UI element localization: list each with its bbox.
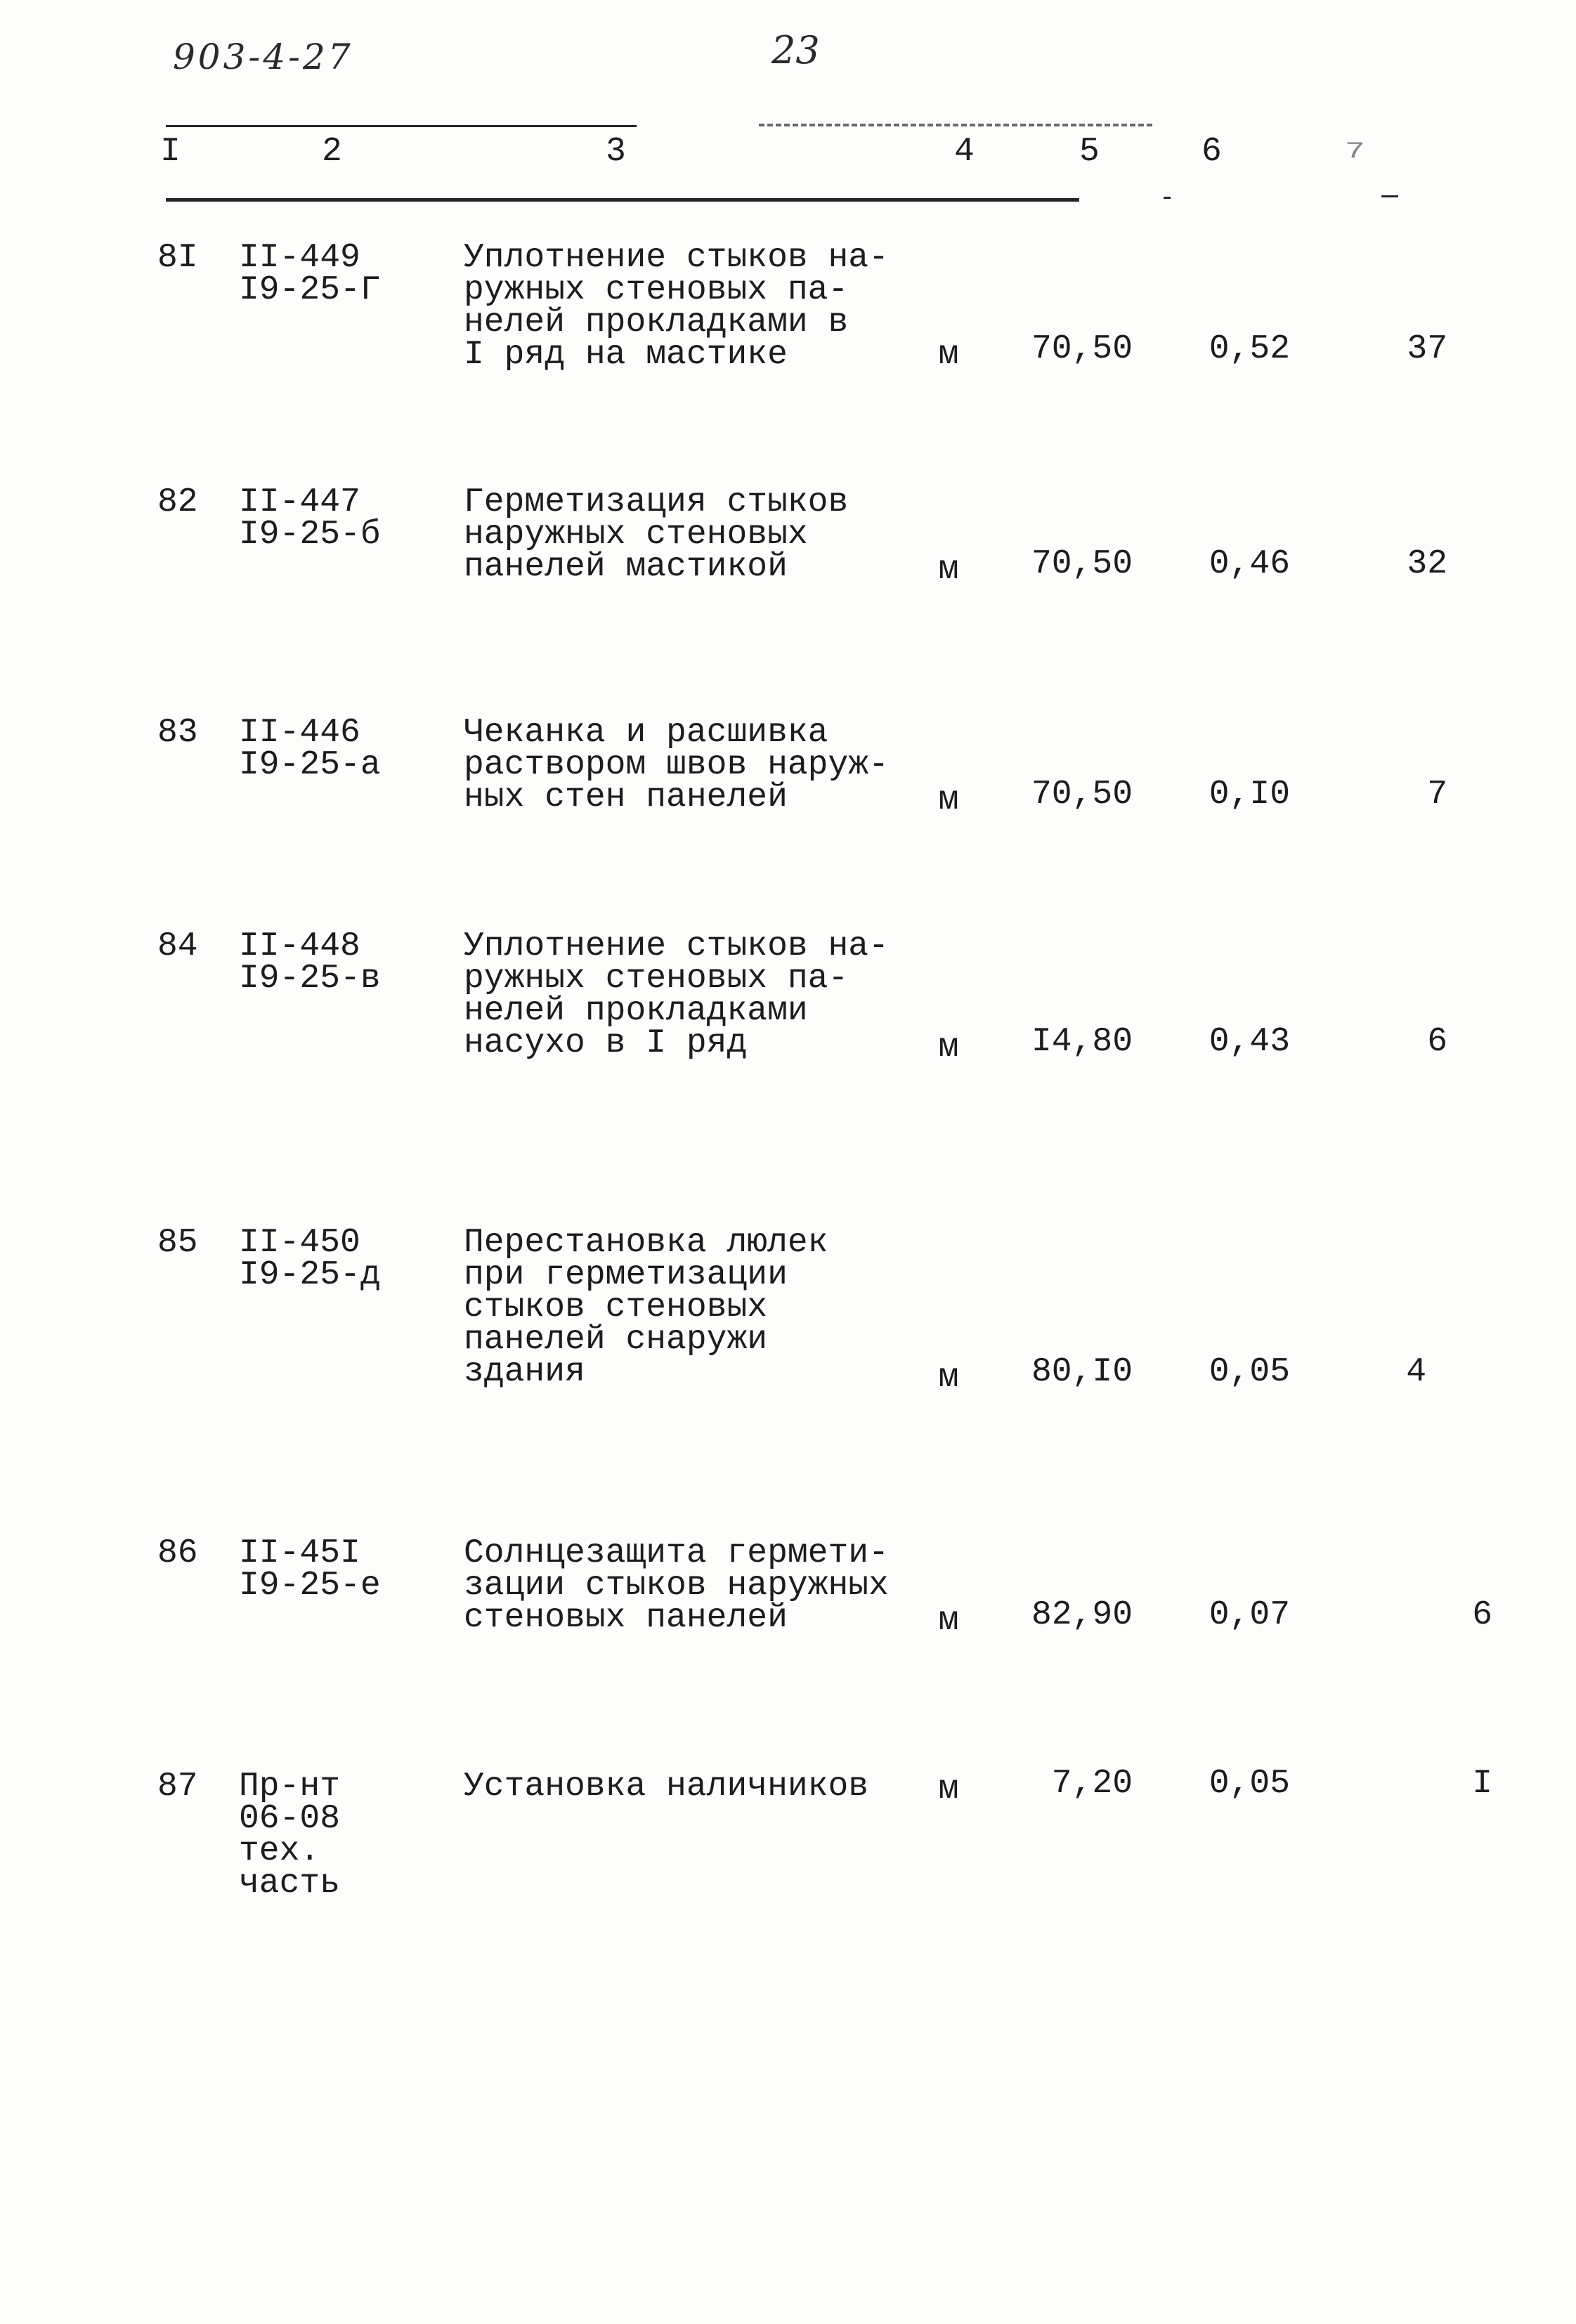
column-header-2: 2 — [322, 133, 342, 171]
quantity: 70,50 — [1031, 330, 1133, 368]
total-value: 6 — [1427, 1023, 1447, 1061]
norm-code: II-450 I9-25-д — [239, 1224, 381, 1294]
work-description: Чеканка и расшивка раствором швов наруж- ных стен панелей — [464, 714, 889, 816]
norm-value: 0,I0 — [1209, 776, 1290, 814]
total-value: I — [1472, 1765, 1492, 1803]
quantity: 7,20 — [1051, 1765, 1133, 1803]
header-bottom-rule-tick — [1164, 197, 1171, 199]
norm-value: 0,46 — [1209, 545, 1290, 583]
norm-code: II-45I I9-25-е — [239, 1534, 381, 1605]
work-description: Герметизация стыков наружных стеновых панелей мастикой — [464, 483, 849, 586]
row-number: 82 — [157, 483, 198, 521]
column-header-1: I — [160, 133, 181, 171]
work-description: Установка наличников — [464, 1768, 869, 1806]
quantity: 70,50 — [1031, 545, 1133, 583]
row-number: 83 — [157, 714, 198, 752]
norm-value: 0,07 — [1209, 1596, 1290, 1634]
quantity: 70,50 — [1031, 776, 1133, 814]
work-description: Уплотнение стыков на- ружных стеновых па- нелей прокладками в I ряд на мастике — [464, 239, 889, 374]
work-description: Солнцезащита гермети- зации стыков наружных стеновых панелей — [464, 1534, 889, 1637]
unit: м — [938, 1359, 959, 1397]
norm-code: II-449 I9-25-Г — [239, 239, 381, 309]
total-value: 7 — [1427, 776, 1447, 814]
header-bottom-rule — [166, 198, 1079, 202]
header-bottom-rule-tail — [1381, 195, 1398, 197]
quantity: 80,I0 — [1031, 1353, 1133, 1391]
norm-code: II-446 I9-25-а — [239, 714, 381, 784]
column-header-5: 5 — [1079, 133, 1100, 171]
norm-code: II-447 I9-25-б — [239, 483, 381, 554]
total-value: 32 — [1407, 545, 1447, 583]
norm-code: Пр-нт 06-08 тех. часть — [239, 1768, 341, 1902]
page-number: 23 — [771, 28, 820, 72]
row-number: 86 — [157, 1534, 198, 1572]
column-header-7: 7 — [1345, 138, 1365, 165]
unit: м — [938, 1770, 959, 1808]
row-number: 87 — [157, 1768, 198, 1806]
row-number: 85 — [157, 1224, 198, 1262]
header-top-rule-dashed — [759, 124, 1152, 126]
work-description: Перестановка люлек при герметизации стыков стеновых панелей снаружи здания — [464, 1224, 828, 1391]
quantity: I4,80 — [1031, 1023, 1133, 1061]
row-number: 8I — [157, 239, 198, 277]
unit: м — [938, 336, 959, 374]
norm-value: 0,43 — [1209, 1023, 1290, 1061]
column-header-3: 3 — [606, 133, 626, 171]
document-code: 903-4-27 — [173, 37, 353, 77]
header-top-rule — [166, 125, 637, 127]
quantity: 82,90 — [1031, 1596, 1133, 1634]
norm-value: 0,52 — [1209, 330, 1290, 368]
unit: м — [938, 1029, 959, 1066]
unit: м — [938, 551, 959, 589]
total-value: 6 — [1472, 1596, 1492, 1634]
work-description: Уплотнение стыков на- ружных стеновых па- нелей прокладками насухо в I ряд — [464, 927, 889, 1062]
unit: м — [938, 781, 959, 819]
unit: м — [938, 1602, 959, 1640]
total-value: 4 — [1406, 1353, 1426, 1391]
row-number: 84 — [157, 927, 198, 965]
column-header-6: 6 — [1201, 133, 1222, 171]
norm-value: 0,05 — [1209, 1353, 1290, 1391]
column-header-4: 4 — [954, 133, 975, 171]
norm-code: II-448 I9-25-в — [239, 927, 381, 998]
total-value: 37 — [1407, 330, 1447, 368]
norm-value: 0,05 — [1209, 1765, 1290, 1803]
